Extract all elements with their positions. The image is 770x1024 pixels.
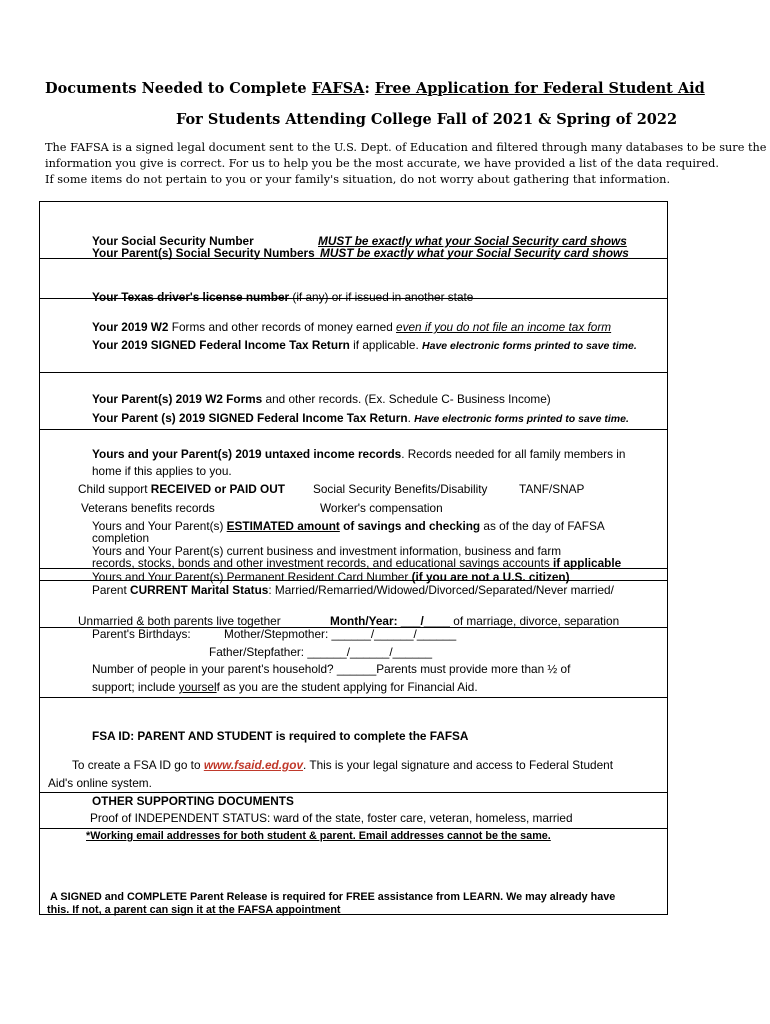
- divider: [39, 792, 668, 793]
- parent-w2-item: Your Parent(s) 2019 W2 Forms and other records. (Ex. Schedule C- Business Income): [92, 392, 551, 406]
- divider: [39, 697, 668, 698]
- fsa-id-line-2: Aid's online system.: [48, 776, 152, 790]
- untaxed-line-2: home if this applies to you.: [92, 464, 232, 478]
- parent-tax-return-item: Your Parent (s) 2019 SIGNED Federal Income Tax Return. Have electronic forms printed to save time.: [92, 411, 629, 425]
- savings-item: Yours and Your Parent(s) ESTIMATED amount of savings and checking as of the day of FAFSA: [92, 519, 605, 533]
- document-title: Documents Needed to Complete FAFSA: Free Application for Federal Student Aid: [45, 80, 705, 97]
- savings-line-2: completion: [92, 531, 150, 545]
- ss-benefits-item: Social Security Benefits/Disability: [313, 482, 488, 496]
- tanf-snap-item: TANF/SNAP: [519, 482, 585, 496]
- fafsa-term: FAFSA: [311, 80, 365, 97]
- other-docs-heading: OTHER SUPPORTING DOCUMENTS: [92, 794, 294, 808]
- divider: [39, 429, 668, 430]
- fsaid-link[interactable]: www.fsaid.ed.gov: [203, 758, 304, 772]
- license-item: Your Texas driver's license number (if any) or if issued in another state: [92, 290, 474, 304]
- w2-item: Your 2019 W2 Forms and other records of money earned even if you do not file an income tax form: [92, 320, 612, 334]
- workers-comp-item: Worker's compensation: [320, 501, 443, 515]
- veterans-item: Veterans benefits records: [81, 501, 215, 515]
- tax-return-item: Your 2019 SIGNED Federal Income Tax Return if applicable. Have electronic forms printed to save time.: [92, 338, 637, 352]
- fafsa-full-name: Free Application for Federal Student Aid: [374, 80, 705, 97]
- divider: [39, 828, 668, 829]
- father-birthday: Father/Stepfather: ______/______/______: [209, 645, 433, 659]
- child-support-item: Child support RECEIVED or PAID OUT: [78, 482, 285, 496]
- parent-release-line-1: A SIGNED and COMPLETE Parent Release is required for FREE assistance from LEARN. We may already have: [50, 891, 616, 903]
- ssn-label: Your Social Security Number: [92, 234, 254, 248]
- untaxed-item: Yours and your Parent(s) 2019 untaxed income records. Records needed for all family members in: [92, 447, 626, 461]
- fsa-id-instructions: To create a FSA ID go to www.fsaid.ed.gov. This is your legal signature and access to Federal Student: [72, 758, 613, 772]
- birthdays-label: Parent's Birthdays:: [92, 627, 191, 641]
- ssn-note: MUST be exactly what your Social Security card shows: [318, 234, 627, 248]
- email-requirement: *Working email addresses for both student & parent. Email addresses cannot be the same.: [86, 830, 551, 842]
- divider: [39, 372, 668, 373]
- intro-line-2: information you give is correct. For us to help you be the most accurate, we have provided a list of the data required.: [45, 157, 719, 170]
- parent-release-line-2: this. If not, a parent can sign it at the FAFSA appointment: [47, 904, 341, 916]
- household-item: Number of people in your parent's household? ______Parents must provide more than ½ of: [92, 662, 571, 676]
- month-year-item: Month/Year: ___/____ of marriage, divorce, separation: [330, 614, 620, 628]
- parent-ssn-label: Your Parent(s) Social Security Numbers: [92, 246, 315, 260]
- mother-birthday: Mother/Stepmother: ______/______/______: [224, 627, 457, 641]
- business-item: Yours and Your Parent(s) current business and investment information, business and farm: [92, 544, 562, 558]
- marital-status-item: Parent CURRENT Marital Status: Married/Remarried/Widowed/Divorced/Separated/Never married/: [92, 583, 614, 597]
- fsa-id-heading: FSA ID: PARENT AND STUDENT is required to complete the FAFSA: [92, 729, 469, 743]
- intro-line-3: If some items do not pertain to you or your family's situation, do not worry about gathering that information.: [45, 173, 671, 186]
- independent-status-item: Proof of INDEPENDENT STATUS: ward of the state, foster care, veteran, homeless, married: [90, 811, 573, 825]
- intro-line-1: The FAFSA is a signed legal document sent to the U.S. Dept. of Education and filtered through many databases to be sure the: [45, 141, 767, 154]
- household-line-2: support; include yourself as you are the student applying for Financial Aid.: [92, 680, 478, 694]
- resident-card-item: Yours and Your Parent(s) Permanent Resident Card Number (if you are not a U.S. citizen): [92, 570, 570, 584]
- unmarried-together-item: Unmarried & both parents live together: [78, 614, 281, 628]
- document-subtitle: For Students Attending College Fall of 2021 & Spring of 2022: [176, 111, 678, 128]
- business-line-2: records, stocks, bonds and other investment records, and educational savings accounts if applicable: [92, 556, 622, 570]
- parent-ssn-note: MUST be exactly what your Social Security card shows: [320, 246, 629, 260]
